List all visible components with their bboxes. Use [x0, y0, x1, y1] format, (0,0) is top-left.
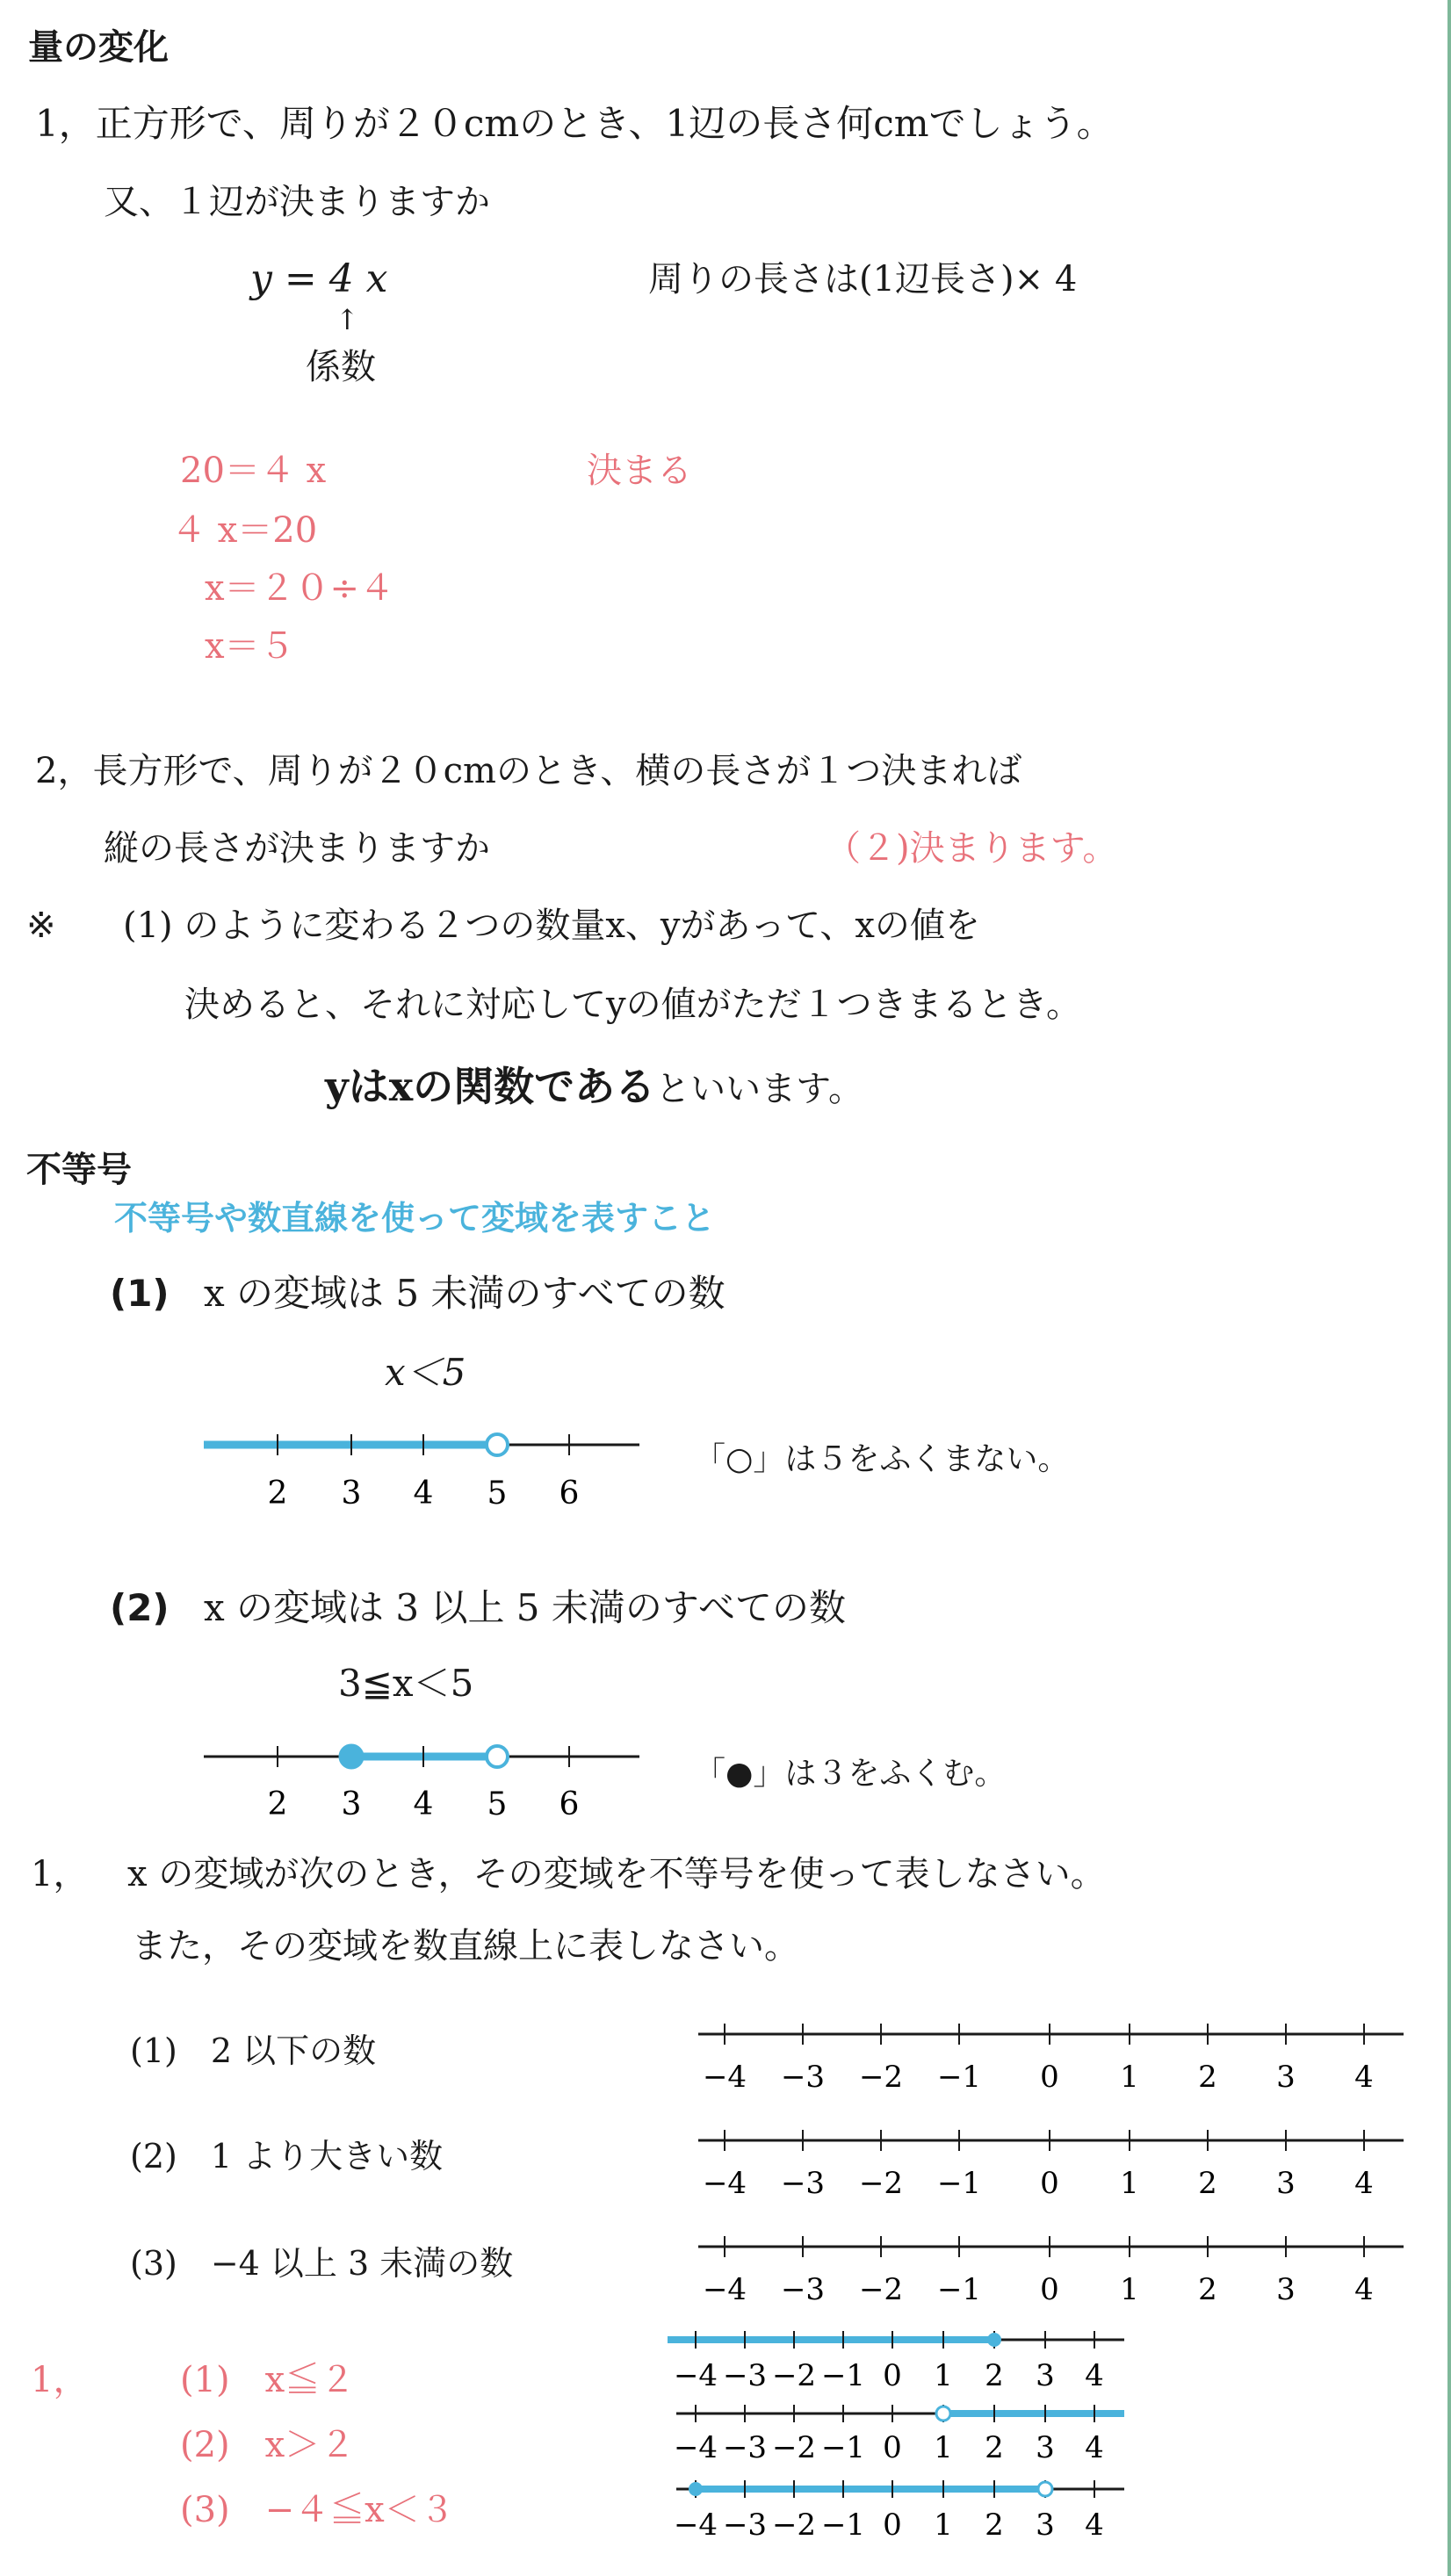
- problem-item-3: (3) −4 以上 3 未満の数: [130, 2244, 514, 2283]
- tick-label: −2: [858, 2060, 904, 2095]
- tick-label: 0: [1040, 2272, 1059, 2307]
- tick-label: −2: [771, 2430, 817, 2465]
- tick-label: 6: [559, 1476, 580, 1512]
- tick-label: 2: [1198, 2166, 1217, 2201]
- tick-label: −3: [722, 2358, 768, 2393]
- tick-label: −4: [673, 2507, 718, 2543]
- decided-answer: 決まる: [587, 451, 692, 491]
- question-2-answer: （２)決まります。: [826, 828, 1118, 869]
- coefficient-label: 係数: [306, 347, 376, 387]
- tick-label: 3: [1276, 2166, 1296, 2201]
- tick-label: −3: [722, 2430, 768, 2465]
- tick-label: −1: [936, 2272, 982, 2307]
- tick-label: −1: [936, 2060, 982, 2095]
- tick-label: −2: [858, 2166, 904, 2201]
- tick-label: −3: [780, 2272, 826, 2307]
- tick-label: 2: [267, 1476, 288, 1512]
- answer-1: (1) x≦２: [180, 2360, 356, 2400]
- answer-3: (3) −４≦x＜３: [180, 2490, 455, 2530]
- example-2-note: 「●」は３をふくむ。: [694, 1756, 1007, 1792]
- work-line-2: ４ x＝20: [171, 510, 318, 551]
- answer-2: (2) x＞２: [180, 2425, 356, 2465]
- tick-label: 2: [985, 2358, 1004, 2393]
- tick-label: 0: [1040, 2166, 1059, 2201]
- tick-label: 6: [559, 1786, 580, 1822]
- problem-item-2: (2) 1 より大きい数: [130, 2137, 444, 2176]
- tick-label: −4: [702, 2272, 747, 2307]
- answer-number: 1，: [31, 2360, 89, 2400]
- tick-label: 0: [883, 2507, 902, 2543]
- tick-label: 1: [934, 2358, 953, 2393]
- section-title-inequality: 不等号: [26, 1150, 132, 1190]
- tick-label: 3: [1036, 2507, 1055, 2543]
- problem-line-1: x の変域が次のとき，その変域を不等号を使って表しなさい。: [127, 1854, 1106, 1894]
- tick-label: 4: [1354, 2272, 1374, 2307]
- example-1-number: (1): [110, 1272, 170, 1315]
- closed-circle-marker: [689, 2482, 703, 2496]
- tick-label: 4: [1085, 2507, 1104, 2543]
- problem-item-1: (1) 2 以下の数: [130, 2031, 377, 2070]
- open-circle-marker: [1038, 2482, 1052, 2496]
- tick-label: −2: [858, 2272, 904, 2307]
- tick-label: 3: [1036, 2358, 1055, 2393]
- section-subtitle: 不等号や数直線を使って変域を表すこと: [114, 1199, 716, 1237]
- note-line-1: (1) のように変わる２つの数量x、yがあって、xの値を: [123, 906, 980, 946]
- tick-label: −1: [936, 2166, 982, 2201]
- tick-label: 5: [487, 1476, 508, 1512]
- tick-label: 1: [934, 2430, 953, 2465]
- example-1-text: x の変域は 5 未満のすべての数: [204, 1272, 726, 1315]
- example-1-inequality: x＜5: [385, 1351, 466, 1394]
- function-definition-bold: yはxの関数である: [325, 1063, 656, 1110]
- question-1-subtext: 又、１辺が決まりますか: [104, 182, 490, 222]
- tick-label: −4: [702, 2060, 747, 2095]
- note-line-2: 決めると、それに対応してyの値がただ１つきまるとき。: [184, 985, 1081, 1025]
- tick-label: −3: [780, 2166, 826, 2201]
- tick-label: 3: [1276, 2272, 1296, 2307]
- tick-label: 4: [413, 1786, 434, 1822]
- tick-label: −3: [722, 2507, 768, 2543]
- perimeter-note: 周りの長さは(1辺長さ)× 4: [648, 259, 1078, 299]
- tick-label: 4: [1085, 2430, 1104, 2465]
- tick-label: 0: [883, 2430, 902, 2465]
- tick-label: 3: [1036, 2430, 1055, 2465]
- example-1-note: 「○」は５をふくまない。: [694, 1441, 1070, 1477]
- tick-label: 1: [1120, 2272, 1139, 2307]
- tick-label: −2: [771, 2507, 817, 2543]
- tick-label: −1: [820, 2430, 866, 2465]
- tick-label: 1: [1120, 2060, 1139, 2095]
- section-title-quantity-change: 量の変化: [28, 27, 169, 68]
- example-2-inequality: 3≦x＜5: [338, 1662, 474, 1705]
- tick-label: −4: [702, 2166, 747, 2201]
- tick-label: −4: [673, 2430, 718, 2465]
- tick-label: 2: [1198, 2272, 1217, 2307]
- tick-label: 2: [267, 1786, 288, 1822]
- work-line-4: x＝５: [205, 626, 295, 667]
- tick-label: 1: [1120, 2166, 1139, 2201]
- tick-label: 4: [413, 1476, 434, 1512]
- tick-label: 3: [341, 1476, 362, 1512]
- tick-label: 4: [1085, 2358, 1104, 2393]
- tick-label: −4: [673, 2358, 718, 2393]
- example-2-text: x の変域は 3 以上 5 未満のすべての数: [204, 1586, 847, 1629]
- up-arrow-icon: ↑: [336, 303, 359, 336]
- tick-label: 2: [985, 2430, 1004, 2465]
- problem-number: 1，: [31, 1854, 89, 1894]
- tick-label: 4: [1354, 2060, 1374, 2095]
- tick-label: 5: [487, 1786, 508, 1822]
- tick-label: 2: [985, 2507, 1004, 2543]
- note-mark: ※: [26, 906, 56, 946]
- question-1-text: 1，正方形で、周りが２０cmのとき、1辺の長さ何cmでしょう。: [35, 102, 1114, 145]
- tick-label: −2: [771, 2358, 817, 2393]
- tick-label: −1: [820, 2358, 866, 2393]
- tick-label: 1: [934, 2507, 953, 2543]
- question-2-text: 2，長方形で、周りが２０cmのとき、横の長さが１つ決まれば: [35, 751, 1022, 791]
- tick-label: −3: [780, 2060, 826, 2095]
- work-line-1: 20＝４ x: [180, 451, 327, 491]
- tick-label: 3: [341, 1786, 362, 1822]
- tick-label: 3: [1276, 2060, 1296, 2095]
- problem-line-2: また，その変域を数直線上に表しなさい。: [132, 1926, 799, 1966]
- work-line-3: x＝２０÷４: [205, 568, 395, 609]
- function-definition-rest: といいます。: [655, 1069, 863, 1109]
- tick-label: 2: [1198, 2060, 1217, 2095]
- tick-label: 0: [883, 2358, 902, 2393]
- formula-y-equals-4x: y = 4 x: [250, 256, 388, 301]
- tick-label: −1: [820, 2507, 866, 2543]
- tick-label: 0: [1040, 2060, 1059, 2095]
- question-2-subtext: 縦の長さが決まりますか: [104, 828, 490, 869]
- tick-label: 4: [1354, 2166, 1374, 2201]
- example-2-number: (2): [110, 1586, 170, 1629]
